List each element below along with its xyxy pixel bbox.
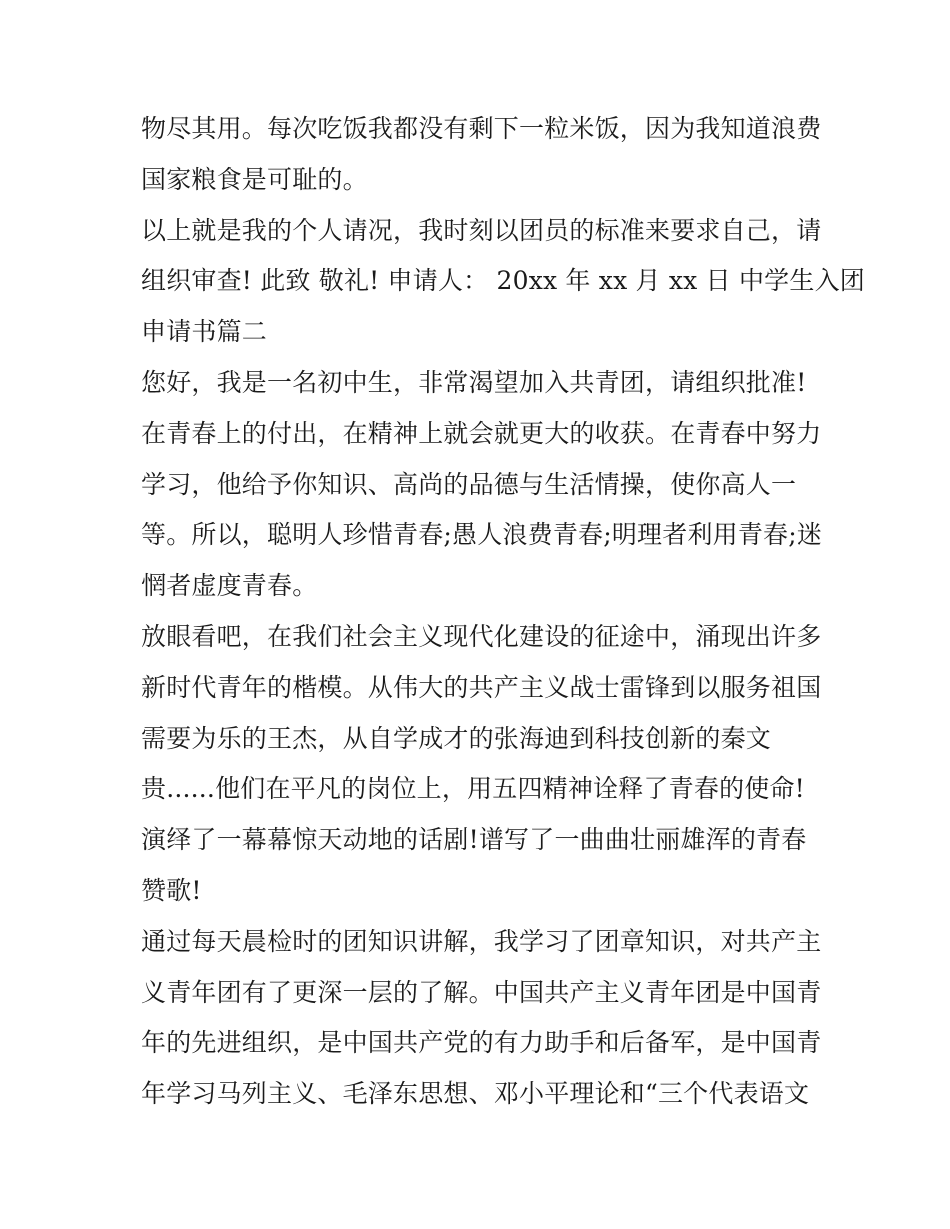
text-line: 惘者虚度青春。 (141, 571, 318, 601)
text-line: 贵......他们在平凡的岗位上，用五四精神诠释了青春的使命! (141, 774, 805, 804)
text-line: 物尽其用。每次吃饭我都没有剩下一粒米饭，因为我知道浪费 (141, 114, 822, 143)
text-line: 演绎了一幕幕惊天动地的话剧!谱写了一曲曲壮丽雄浑的青春 (141, 825, 807, 855)
text-line: 您好，我是一名初中生，非常渴望加入共青团，请组织批准! (141, 367, 807, 397)
document-body (141, 104, 865, 1120)
text-line: 国家粮食是可耻的。 (141, 164, 368, 194)
text-line: 等。所以，聪明人珍惜青春;愚人浪费青春;明理者利用青春;迷 (141, 520, 823, 550)
text-line: 年的先进组织，是中国共产党的有力助手和后备军，是中国青 (141, 1028, 822, 1058)
text-line: 赞歌! (141, 875, 202, 905)
section-heading: 申请书篇二 (141, 317, 268, 347)
text-line: 通过每天晨检时的团知识讲解，我学习了团章知识，对共产主 (141, 926, 822, 956)
text-line: 放眼看吧，在我们社会主义现代化建设的征途中，涌现出许多 (141, 621, 822, 651)
text-line: 以上就是我的个人请况，我时刻以团员的标准来要求自己，请 (141, 215, 822, 245)
text-line: 需要为乐的王杰，从自学成才的张海迪到科技创新的秦文 (141, 723, 772, 753)
text-line: 组织审查! 此致 敬礼! 申请人： 20xx 年 xx 月 xx 日 中学生入团 (141, 266, 865, 296)
text-line: 学习，他给予你知识、高尚的品德与生活情操，使你高人一 (141, 469, 797, 499)
text-line: 年学习马列主义、毛泽东思想、邓小平理论和“三个代表语文 (141, 1079, 810, 1109)
text-line: 义青年团有了更深一层的了解。中国共产主义青年团是中国青 (141, 977, 822, 1007)
text-line: 在青春上的付出，在精神上就会就更大的收获。在青春中努力 (141, 418, 822, 448)
text-line: 新时代青年的楷模。从伟大的共产主义战士雷锋到以服务祖国 (141, 672, 822, 702)
